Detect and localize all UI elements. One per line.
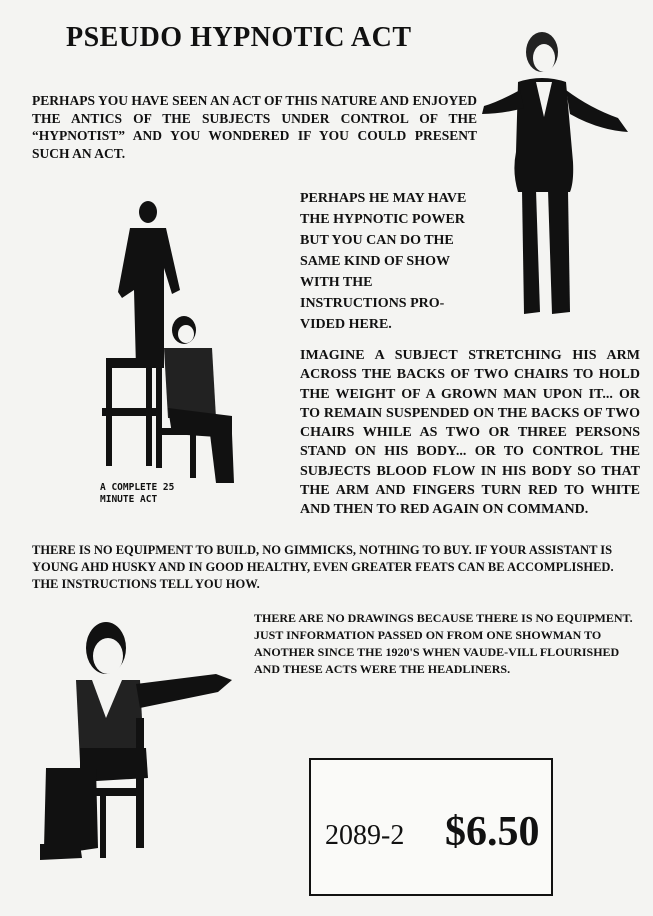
- power-paragraph: PERHAPS HE MAY HAVE THE HYPNOTIC POWER BUT YOU CAN DO THE SAME KIND OF SHOW WITH THE INSTRUCTIONS PRO-VIDED HERE.: [300, 191, 467, 332]
- drawings-paragraph: THERE ARE NO DRAWINGS BECAUSE THERE IS NO EQUIPMENT. JUST INFORMATION PASSED ON FROM ONE SHOWMAN TO ANOTHER SINCE THE 1920'S WHEN VAUDE-VILL FLOURISHED AND THESE ACTS WERE THE HEADLINERS.: [254, 611, 633, 676]
- hypnotist-illustration: [478, 22, 634, 322]
- product-price: $6.50: [445, 809, 540, 855]
- chairs-illustration: [92, 198, 242, 488]
- intro-paragraph: PERHAPS YOU HAVE SEEN AN ACT OF THIS NATURE AND ENJOYED THE ANTICS OF THE SUBJECTS UNDER CONTROL OF THE “HYPNOTIST” AND YOU WONDERED IF YOU COULD PRESENT SUCH AN ACT.: [32, 93, 477, 161]
- imagine-paragraph: IMAGINE A SUBJECT STRETCHING HIS ARM ACROSS THE BACKS OF TWO CHAIRS TO HOLD THE WEIGHT OF A GROWN MAN UPON IT... OR TO REMAIN SUSPENDED ON THE BACKS OF TWO CHAIRS WHILE AS TWO OR THREE PERSONS STAND ON HIS BODY... OR TO CONTROL THE SUBJECTS BLOOD FLOW IN HIS BODY SO THAT THE ARM AND FINGERS TURN RED TO WHITE AND THEN TO RED AGAIN ON COMMAND.: [300, 348, 640, 518]
- seated-man-illustration: [36, 618, 241, 880]
- act-caption: A COMPLETE 25 MINUTE ACT: [100, 482, 175, 505]
- page-title: PSEUDO HYPNOTIC ACT: [66, 22, 412, 53]
- equipment-paragraph: THERE IS NO EQUIPMENT TO BUILD, NO GIMMICKS, NOTHING TO BUY. IF YOUR ASSISTANT IS YOUNG AHD HUSKY AND IN GOOD HEALTHY, EVEN GREATER FEATS CAN BE ACCOMPLISHED. THE INSTRUCTIONS TELL YOU HOW.: [32, 543, 614, 591]
- product-code: 2089-2: [325, 820, 405, 851]
